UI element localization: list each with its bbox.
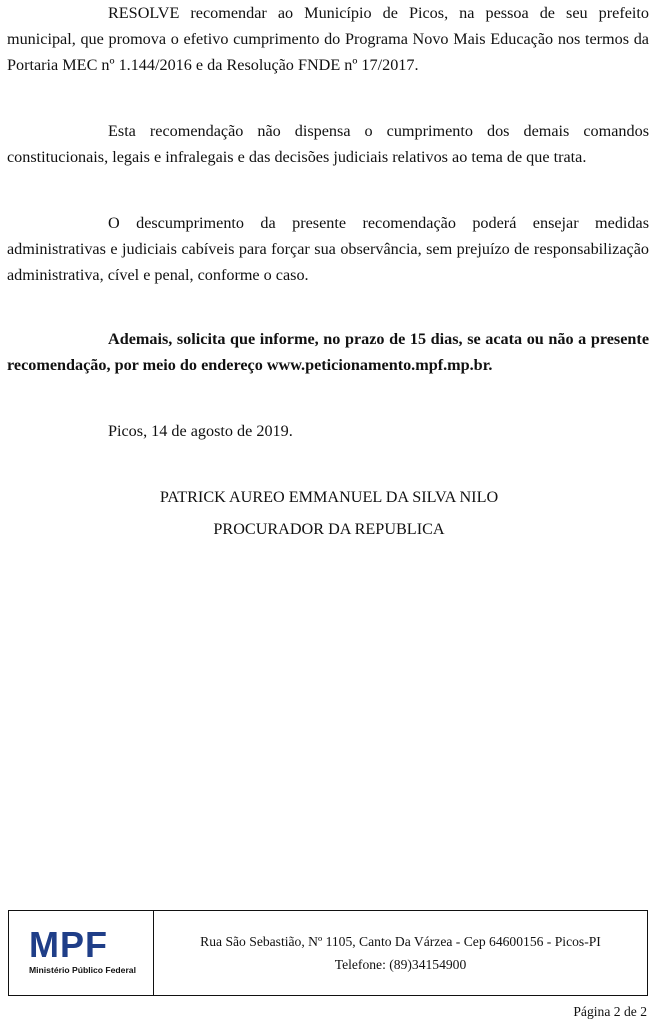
mpf-logo-letters: MPF (29, 924, 108, 965)
page-number: Página 2 de 2 (573, 1004, 647, 1019)
footer-phone: Telefone: (89)34154900 (334, 957, 467, 972)
mpf-logo (29, 925, 139, 977)
footer-contact (154, 911, 647, 995)
footer-logo-cell (9, 911, 154, 995)
paragraph-descumprimento: O descumprimento da presente recomendação poderá ensejar medidas administrativas e judiciais cabíveis para forçar sua observância, sem prejuízo de responsabilização administrativa, cível e penal, conforme o caso. (7, 214, 649, 284)
paragraph-solicita: Ademais, solicita que informe, no prazo de 15 dias, se acata ou não a presente recomendação, por meio do endereço www.peticionamento.mpf.mp.br. (7, 330, 649, 374)
signature-title: PROCURADOR DA REPUBLICA (213, 520, 445, 538)
signature-name: PATRICK AUREO EMMANUEL DA SILVA NILO (159, 488, 499, 506)
footer-address: Rua São Sebastião, Nº 1105, Canto Da Várzea - Cep 64600156 - Picos-PI (200, 934, 601, 949)
footer (8, 910, 648, 996)
date-line: Picos, 14 de agosto de 2019. (108, 422, 293, 440)
mpf-logo-subtitle: Ministério Público Federal (29, 965, 136, 975)
paragraph-resolve: RESOLVE recomendar ao Município de Picos, na pessoa de seu prefeito municipal, que promova o efetivo cumprimento do Programa Novo Mais Educação nos termos da Portaria MEC nº 1.144/2016 e da Resolução FNDE nº 17/2017. (7, 4, 649, 74)
paragraph-nao-dispensa: Esta recomendação não dispensa o cumprimento dos demais comandos constitucionais, legais e infralegais e das decisões judiciais relativos ao tema de que trata. (7, 122, 649, 166)
